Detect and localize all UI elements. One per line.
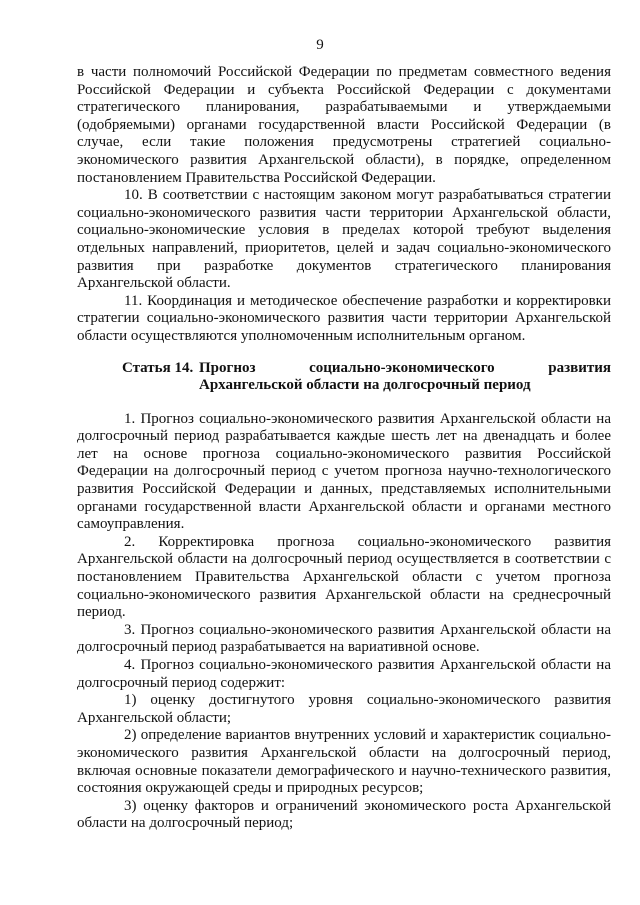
article-title: Прогноз социально-экономического развития Архангельской области на долгосрочный период — [199, 359, 611, 394]
paragraph-item-10: 10. В соответствии с настоящим законом могут разрабатываться стратегии социально-экономического развития части территории Архангельской области, социально-экономические условия в пределах которой требуют выделения отдельных направлений, приоритетов, целей и задач социально-экономического развития при разработке документов стратегического планирования Архангельской области. — [77, 187, 611, 292]
paragraph-item-3: 3. Прогноз социально-экономического развития Архангельской области на долгосрочный период разрабатывается на вариативной основе. — [77, 621, 611, 656]
page-number: 9 — [316, 37, 324, 53]
list-item-3: 3) оценку факторов и ограничений экономического роста Архангельской области на долгосрочный период; — [77, 797, 611, 832]
paragraph-continuation: в части полномочий Российской Федерации по предметам совместного ведения Российской Федерации и субъекта Российской Федерации с документами стратегического планирования, разрабатываемыми и утверждаемыми (одобряемыми) органами государственной власти Российской Федерации (в случае, если такие положения предусмотрены стратегией социально-экономического развития Архангельской области), в порядке, определенном постановлением Правительства Российской Федерации. — [77, 64, 611, 186]
paragraph-item-4: 4. Прогноз социально-экономического развития Архангельской области на долгосрочный период содержит: — [77, 657, 611, 691]
paragraph-item-11: 11. Координация и методическое обеспечение разработки и корректировки стратегии социально-экономического развития части территории Архангельской области осуществляются уполномоченным исполнительным органом. — [77, 292, 611, 344]
article-heading — [77, 360, 611, 395]
list-item-2: 2) определение вариантов внутренних условий и характеристик социально-экономического развития Архангельской области на долгосрочный период, включая основные показатели демографического и научно-технического развития, состояния окружающей среды и природных ресурсов; — [77, 727, 611, 797]
paragraph-item-1: 1. Прогноз социально-экономического развития Архангельской области на долгосрочный период разрабатывается каждые шесть лет на двенадцать и более лет на основе прогноза социально-экономического развития Российской Федерации на долгосрочный период с учетом прогноза научно-технологического развития Российской Федерации и данных, представляемых исполнительными органами государственной власти Архангельской области и органами местного самоуправления. — [77, 410, 611, 533]
paragraph-item-2: 2. Корректировка прогноза социально-экономического развития Архангельской области на долгосрочный период осуществляется в соответствии с постановлением Правительства Архангельской области с учетом прогноза социально-экономического развития Архангельской области на среднесрочный период. — [77, 533, 611, 621]
article-number: Статья 14. — [122, 359, 194, 376]
page-content — [77, 64, 611, 833]
list-item-1: 1) оценку достигнутого уровня социально-экономического развития Архангельской области; — [77, 692, 611, 726]
